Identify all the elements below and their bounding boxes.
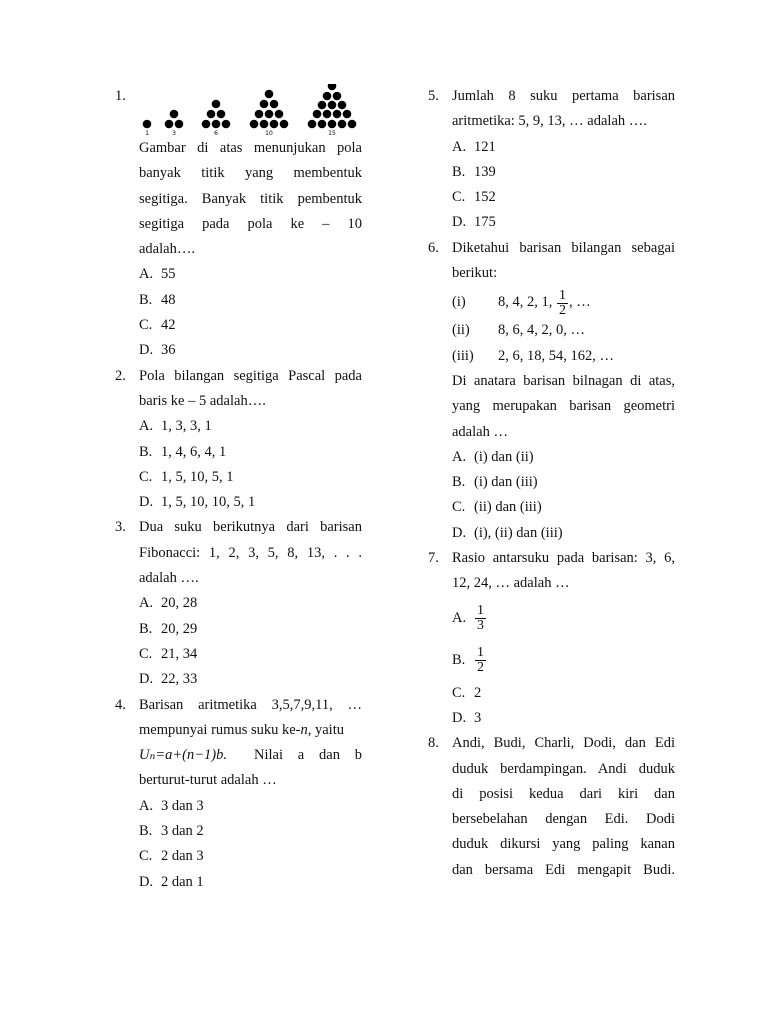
option-letter: B.: [139, 620, 153, 637]
option-letter: B.: [139, 291, 153, 308]
question-text-line: Diketahui barisan bilangan sebagai: [452, 239, 675, 256]
option-letter: D.: [139, 342, 154, 359]
answer-option: [115, 490, 362, 515]
option-letter: D.: [452, 214, 467, 231]
option-text: 36: [161, 342, 176, 359]
question-text-line: Andi, Budi, Charli, Dodi, dan Edi: [452, 735, 675, 752]
dot: [260, 100, 269, 109]
option-text: 175: [474, 214, 496, 231]
option-text: (i), (ii) dan (iii): [474, 524, 563, 541]
question-number: 3.: [115, 519, 126, 536]
fraction-denominator: 3: [477, 617, 484, 633]
question-3: [115, 515, 362, 692]
answer-option: [115, 262, 362, 287]
option-text: 1, 5, 10, 10, 5, 1: [161, 494, 256, 511]
question-number: 8.: [428, 735, 439, 752]
option-text: 1, 3, 3, 1: [161, 418, 212, 435]
question-text-line: Nilai a dan b: [254, 747, 362, 764]
question-text-line: Fibonacci: 1, 2, 3, 5, 8, 13, . . .: [139, 544, 362, 561]
option-letter: B.: [452, 163, 466, 180]
roman-label: (i): [452, 294, 466, 311]
fraction-numerator: 1: [559, 287, 566, 303]
option-text: 2 dan 3: [161, 848, 204, 865]
question-text-line: duduk berdampingan. Andi duduk: [452, 760, 675, 777]
answer-option: [115, 313, 362, 338]
answer-option: [428, 470, 675, 495]
question-6: [428, 236, 675, 546]
fraction: [475, 646, 486, 675]
option-text: 21, 34: [161, 645, 198, 662]
dot: [217, 110, 226, 119]
sequence-text: 8, 6, 4, 2, 0, …: [498, 322, 585, 339]
option-letter: C.: [139, 468, 153, 485]
question-text-line: Pola bilangan segitiga Pascal pada: [139, 367, 362, 384]
question-text-line: Dua suku berikutnya dari barisan: [139, 519, 362, 536]
text-segment: mempunyai rumus suku ke-: [139, 721, 301, 738]
dot: [270, 120, 279, 129]
question-text-line: adalah …: [452, 423, 508, 440]
question-8: [428, 731, 675, 883]
answer-option: [428, 210, 675, 235]
answer-option: [115, 288, 362, 313]
dot: [318, 120, 327, 129]
dot: [338, 101, 347, 110]
dot: [328, 84, 337, 90]
option-letter: D.: [139, 671, 154, 688]
dot: [333, 110, 342, 119]
option-text: 3 dan 3: [161, 797, 204, 814]
option-letter: D.: [139, 494, 154, 511]
formula-line: [115, 743, 362, 768]
question-text-line: di posisi kedua dari kiri dan: [452, 785, 675, 802]
option-text: 1, 4, 6, 4, 1: [161, 443, 227, 460]
question-5: [428, 84, 675, 236]
answer-option: [115, 414, 362, 439]
option-text: 55: [161, 266, 176, 283]
dot: [222, 120, 231, 129]
question-text-line: Di anatara barisan bilnagan di atas,: [452, 372, 675, 389]
question-text-line: dan bersama Edi mengapit Budi.: [452, 861, 675, 878]
question-text-line: banyak titik yang membentuk: [139, 165, 362, 182]
question-text-line: berikut:: [452, 265, 498, 282]
dot: [323, 92, 332, 101]
answer-option: [115, 819, 362, 844]
question-text-line: 12, 24, … adalah …: [452, 575, 570, 592]
option-letter: B.: [452, 474, 466, 491]
option-letter: D.: [452, 709, 467, 726]
option-text: 22, 33: [161, 671, 198, 688]
dot: [265, 90, 274, 99]
fraction-denominator: 2: [477, 659, 484, 675]
left-column: [115, 84, 362, 895]
option-text: 20, 29: [161, 620, 198, 637]
fraction-denominator: 2: [559, 302, 566, 318]
question-number: 2.: [115, 367, 126, 384]
dot: [318, 101, 327, 110]
dot: [280, 120, 289, 129]
dot: [308, 120, 317, 129]
option-text: 2: [474, 684, 482, 701]
question-text-line: baris ke – 5 adalah….: [139, 392, 266, 409]
question-text-line: aritmetika: 5, 9, 13, … adalah ….: [452, 113, 647, 130]
dot: [212, 120, 221, 129]
dot: [212, 100, 221, 109]
question-number: 1.: [115, 88, 126, 104]
dot: [275, 110, 284, 119]
question-number: 5.: [428, 88, 439, 104]
question-4: [115, 693, 362, 895]
answer-option: [115, 844, 362, 869]
question-text-line: adalah….: [139, 241, 195, 258]
dot: [348, 120, 357, 129]
option-text: 1, 5, 10, 5, 1: [161, 468, 234, 485]
sequence-text: , …: [569, 294, 591, 311]
option-text: 48: [161, 291, 176, 308]
option-letter: C.: [139, 645, 153, 662]
dot: [260, 120, 269, 129]
question-text-line: bersebelahan dengan Edi. Dodi: [452, 811, 675, 828]
math-variable: n: [300, 721, 308, 738]
answer-option: [428, 681, 675, 706]
sequence-item: [428, 318, 675, 343]
option-letter: A.: [139, 797, 154, 814]
option-letter: D.: [452, 524, 467, 541]
answer-option: [428, 135, 675, 160]
figure-label: 3: [172, 130, 176, 136]
question-text-line: [115, 718, 362, 743]
option-letter: C.: [139, 317, 153, 334]
question-text-line: adalah ….: [139, 570, 199, 587]
question-number: 6.: [428, 239, 439, 256]
dot: [250, 120, 259, 129]
sequence-text: 2, 6, 18, 54, 162, …: [498, 347, 614, 364]
dot: [343, 110, 352, 119]
question-text-line: yang merupakan barisan geometri: [452, 398, 675, 415]
option-text: 20, 28: [161, 595, 198, 612]
answer-option: [115, 642, 362, 667]
option-letter: A.: [452, 138, 467, 155]
answer-option: [115, 667, 362, 692]
answer-option: [428, 706, 675, 731]
option-letter: D.: [139, 873, 154, 890]
question-text-line: Jumlah 8 suku pertama barisan: [452, 88, 675, 104]
answer-option: [428, 597, 675, 639]
option-letter: C.: [452, 499, 466, 516]
answer-option: [428, 495, 675, 520]
roman-label: (ii): [452, 322, 470, 339]
dot: [323, 110, 332, 119]
option-text: 139: [474, 163, 496, 180]
fraction: [557, 289, 568, 318]
question-number: 7.: [428, 550, 439, 567]
answer-option: [428, 521, 675, 546]
option-text: 3: [474, 709, 482, 726]
answer-option: [428, 639, 675, 681]
right-column: [428, 84, 675, 883]
dot: [202, 120, 211, 129]
answer-option: [115, 465, 362, 490]
roman-label: (iii): [452, 347, 474, 364]
option-letter: A.: [139, 418, 154, 435]
option-text: (ii) dan (iii): [474, 499, 542, 516]
question-number: 4.: [115, 696, 126, 713]
figure-label: 1: [145, 130, 149, 136]
question-text-line: segitiga pada pola ke – 10: [139, 215, 362, 232]
answer-option: [115, 870, 362, 895]
answer-option: [115, 440, 362, 465]
text-segment: , yaitu: [307, 721, 344, 738]
formula: Uₙ=a+(n−1)b.: [139, 747, 227, 764]
option-text: 121: [474, 138, 496, 155]
fraction-numerator: 1: [477, 602, 484, 618]
option-text: (i) dan (iii): [474, 474, 538, 491]
option-letter: A.: [452, 609, 467, 626]
fraction-numerator: 1: [477, 644, 484, 660]
figure-label: 6: [214, 130, 218, 136]
dot: [328, 120, 337, 129]
option-letter: B.: [139, 443, 153, 460]
option-letter: C.: [452, 684, 466, 701]
option-letter: A.: [139, 266, 154, 283]
option-letter: A.: [139, 595, 154, 612]
option-text: 2 dan 1: [161, 873, 204, 890]
answer-option: [115, 591, 362, 616]
question-text-line: segitiga. Banyak titik pembentuk: [139, 190, 362, 207]
dot: [175, 120, 184, 129]
dot: [328, 101, 337, 110]
option-text: 152: [474, 189, 496, 206]
sequence-text: 8, 4, 2, 1,: [498, 294, 556, 311]
question-7: [428, 546, 675, 731]
answer-option: [115, 338, 362, 363]
answer-option: [115, 617, 362, 642]
dot: [255, 110, 264, 119]
option-letter: B.: [452, 651, 466, 668]
answer-option: [115, 794, 362, 819]
question-1: [115, 84, 362, 364]
dot: [270, 100, 279, 109]
question-text-line: Rasio antarsuku pada barisan: 3, 6,: [452, 550, 675, 567]
dot: [313, 110, 322, 119]
question-text-line: berturut-turut adalah …: [139, 772, 277, 789]
answer-option: [428, 445, 675, 470]
dot: [265, 110, 274, 119]
dot: [165, 120, 174, 129]
option-text: 3 dan 2: [161, 823, 204, 840]
option-letter: C.: [139, 848, 153, 865]
question-text-line: duduk dikursi yang paling kanan: [452, 836, 675, 853]
sequence-item: [428, 344, 675, 369]
figure-label: 10: [265, 130, 273, 136]
option-text: (i) dan (ii): [474, 448, 534, 465]
fraction: [475, 604, 486, 633]
triangular-dot-pattern-figure: [139, 84, 365, 136]
question-text-line: Barisan aritmetika 3,5,7,9,11, …: [139, 696, 362, 713]
figure-label: 15: [328, 130, 336, 136]
dot: [207, 110, 216, 119]
answer-option: [428, 160, 675, 185]
dot: [333, 92, 342, 101]
option-text: 42: [161, 317, 176, 334]
dot: [170, 110, 179, 119]
answer-option: [428, 185, 675, 210]
question-2: [115, 364, 362, 516]
option-letter: C.: [452, 189, 466, 206]
question-text-line: Gambar di atas menunjukan pola: [139, 140, 362, 156]
dot: [143, 120, 152, 129]
option-letter: B.: [139, 823, 153, 840]
sequence-item: [428, 286, 675, 318]
option-letter: A.: [452, 448, 467, 465]
dot: [338, 120, 347, 129]
